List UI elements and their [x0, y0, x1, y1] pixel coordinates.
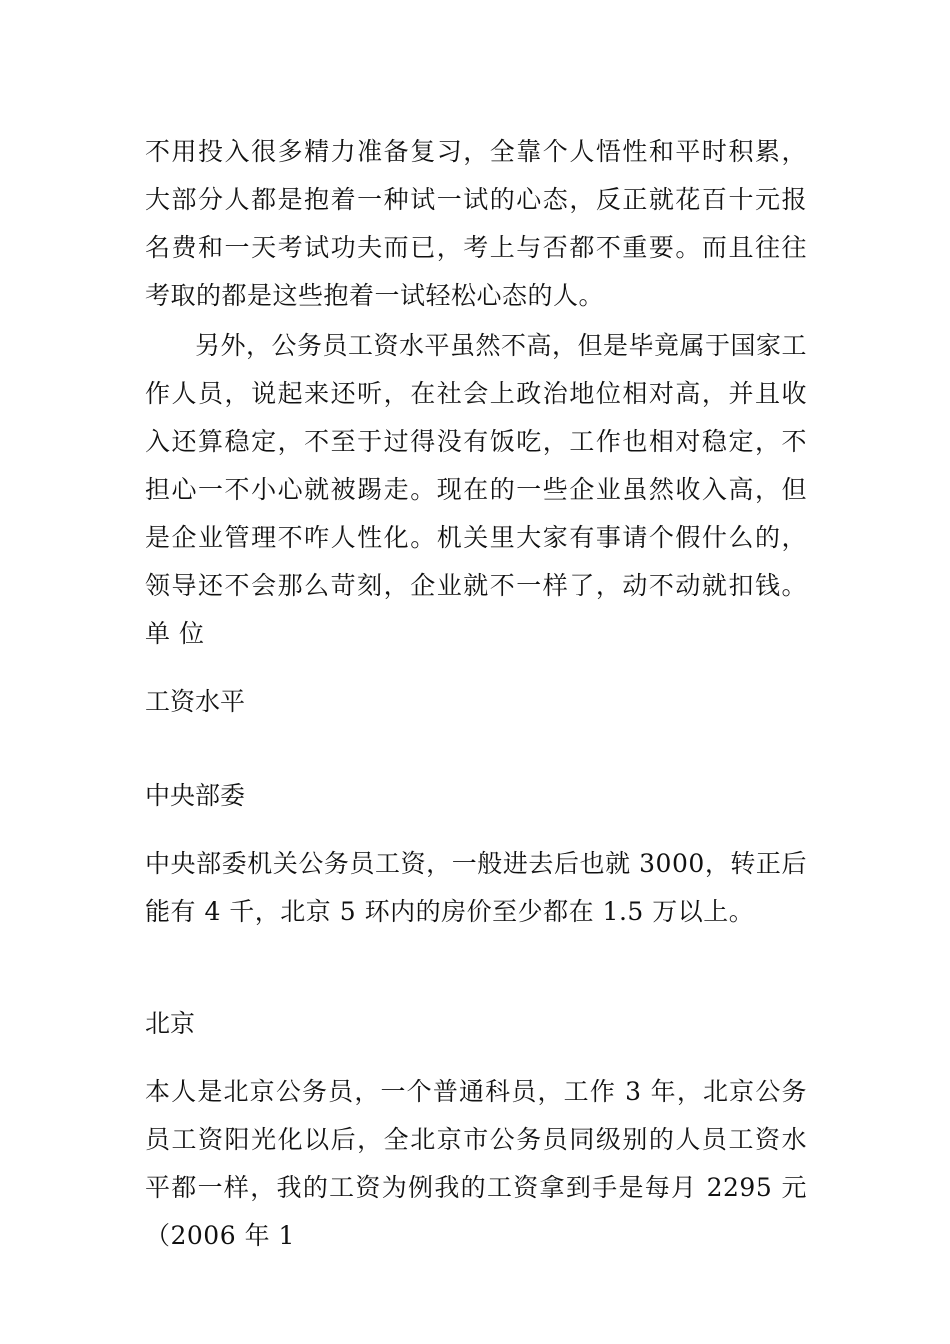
paragraph-exam-mindset: 不用投入很多精力准备复习，全靠个人悟性和平时积累，大部分人都是抱着一种试一试的心态，反正就花百十元报名费和一天考试功夫而已，考上与否都不重要。而且往往考取的都是这些抱着一试轻松心态的人。 — [145, 137, 807, 310]
paragraph-civil-servant-benefits: 另外，公务员工资水平虽然不高，但是毕竟属于国家工作人员，说起来还听，在社会上政治地位相对高，并且收入还算稳定，不至于过得没有饭吃，工作也相对稳定，不担心一不小心就被踢走。现在的一些企业虽然收入高，但是企业管理不咋人性化。机关里大家有事请个假什么的，领导还不会那么苛刻，企业就不一样了，动不动就扣钱。单 位 — [145, 331, 808, 648]
document-page — [145, 128, 807, 1260]
spacer — [145, 726, 807, 772]
paragraph-central-ministries-salary: 中央部委机关公务员工资，一般进去后也就 3000，转正后能有 4 千，北京 5 环内的房价至少都在 1.5 万以上。 — [145, 849, 807, 926]
heading-salary-level: 工资水平 — [145, 687, 246, 716]
heading-central-ministries: 中央部委 — [145, 781, 246, 810]
spacer — [145, 658, 807, 678]
spacer — [145, 936, 807, 1000]
paragraph-beijing-salary: 本人是北京公务员，一个普通科员，工作 3 年，北京公务员工资阳光化以后，全北京市公务员同级别的人员工资水平都一样，我的工资为例我的工资拿到手是每月 2295 元（2006 年 1 — [145, 1077, 807, 1250]
heading-beijing: 北京 — [145, 1009, 196, 1038]
spacer — [145, 1048, 807, 1068]
spacer — [145, 820, 807, 840]
